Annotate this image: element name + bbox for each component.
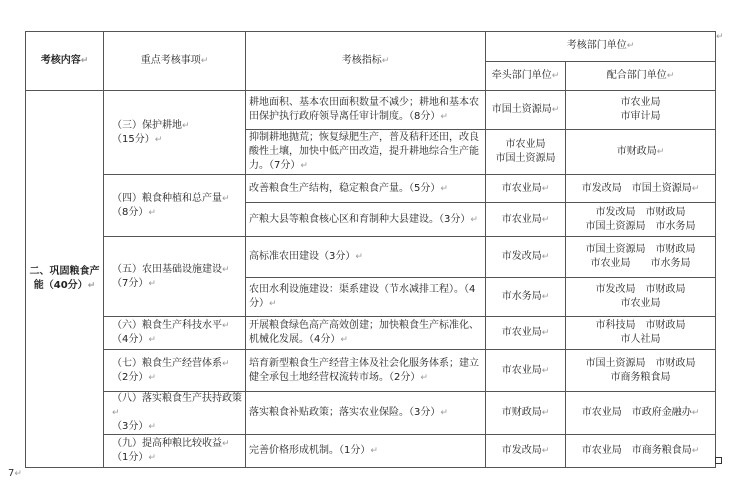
lead-cell: 市国土资源局↵ (486, 91, 566, 130)
lead-cell: 市农业局↵ (486, 175, 566, 203)
lead-cell: 市农业局 市国土资源局 (486, 130, 566, 175)
lead-cell: 市发改局↵ (486, 237, 566, 278)
item-cell: （四）粮食种植和总产量↵ （8分）↵ (104, 175, 246, 237)
coop-cell: 市农业局 市政府金融办↵ (566, 392, 716, 435)
indicator-cell: 改善粮食生产结构，稳定粮食产量。（5分）↵ (246, 175, 486, 203)
indicator-cell: 完善价格形成机制。（1分）↵ (246, 435, 486, 468)
indicator-cell: 耕地面积、基本农田面积数量不减少；耕地和基本农田保护执行政府领导离任审计制度。（8分）↵ (246, 91, 486, 130)
indicator-cell: 开展粮食绿色高产高效创建；加快粮食生产标准化、机械化发展。（4分）↵ (246, 317, 486, 350)
header-coop: 配合部门单位↵ (566, 61, 716, 91)
item-cell: （九）提高种粮比较收益↵ （1分）↵ (104, 435, 246, 468)
lead-cell: 市农业局↵ (486, 350, 566, 392)
lead-cell: 市水务局↵ (486, 278, 566, 317)
item-cell: （七）粮食生产经营体系↵ （2分）↵ (104, 350, 246, 392)
coop-cell: 市发改局 市国土资源局↵ (566, 175, 716, 203)
header-content: 考核内容↵ (26, 32, 104, 91)
header-items: 重点考核事项↵ (104, 32, 246, 91)
indicator-cell: 产粮大县等粮食核心区和育制种大县建设。（3分）↵ (246, 203, 486, 237)
header-lead: 牵头部门单位↵ (486, 61, 566, 91)
indicator-cell: 落实粮食补贴政策；落实农业保险。（3分）↵ (246, 392, 486, 435)
coop-cell: 市发改局 市财政局 市国土资源局 市水务局 (566, 203, 716, 237)
coop-cell: 市科技局 市财政局 市人社局 (566, 317, 716, 350)
indicator-cell: 抑制耕地抛荒；恢复绿肥生产，普及秸秆还田，改良酸性土壤，加快中低产田改造，提升耕地综合生产能力。（7分）↵ (246, 130, 486, 175)
coop-cell: 市财政局↵ (566, 130, 716, 175)
item-cell: （五）农田基础设施建设↵ （7分）↵ (104, 237, 246, 317)
page-number: 7↵ (8, 468, 22, 479)
indicator-cell: 农田水利设施建设：渠系建设（节水减排工程）。（4分）↵ (246, 278, 486, 317)
assessment-table (25, 31, 716, 468)
lead-cell: 市农业局↵ (486, 317, 566, 350)
coop-cell: 市国土资源局 市财政局 市农业局 市水务局 (566, 237, 716, 278)
header-indicators: 考核指标↵ (246, 32, 486, 91)
coop-cell: 市农业局 市商务粮食局↵ (566, 435, 716, 468)
indicator-cell: 培育新型粮食生产经营主体及社会化服务体系；建立健全承包土地经营权流转市场。（2分）↵ (246, 350, 486, 392)
table-resize-handle[interactable] (715, 457, 722, 464)
section-cell: 二、巩固粮食产能（40分）↵ (26, 91, 104, 468)
item-cell: （三）保护耕地↵ （15分）↵ (104, 91, 246, 175)
coop-cell: 市国土资源局 市财政局 市商务粮食局 (566, 350, 716, 392)
header-departments: 考核部门单位↵ (486, 32, 716, 62)
item-cell: （八）落实粮食生产扶持政策↵ （3分）↵ (104, 392, 246, 435)
row-end-mark: ↵ (716, 32, 724, 42)
coop-cell: 市发改局 市财政局 市农业局 (566, 278, 716, 317)
item-cell: （六）粮食生产科技水平↵ （4分）↵ (104, 317, 246, 350)
coop-cell: 市农业局 市审计局 (566, 91, 716, 130)
lead-cell: 市农业局↵ (486, 203, 566, 237)
lead-cell: 市财政局↵ (486, 392, 566, 435)
lead-cell: 市发改局↵ (486, 435, 566, 468)
indicator-cell: 高标准农田建设（3分）↵ (246, 237, 486, 278)
